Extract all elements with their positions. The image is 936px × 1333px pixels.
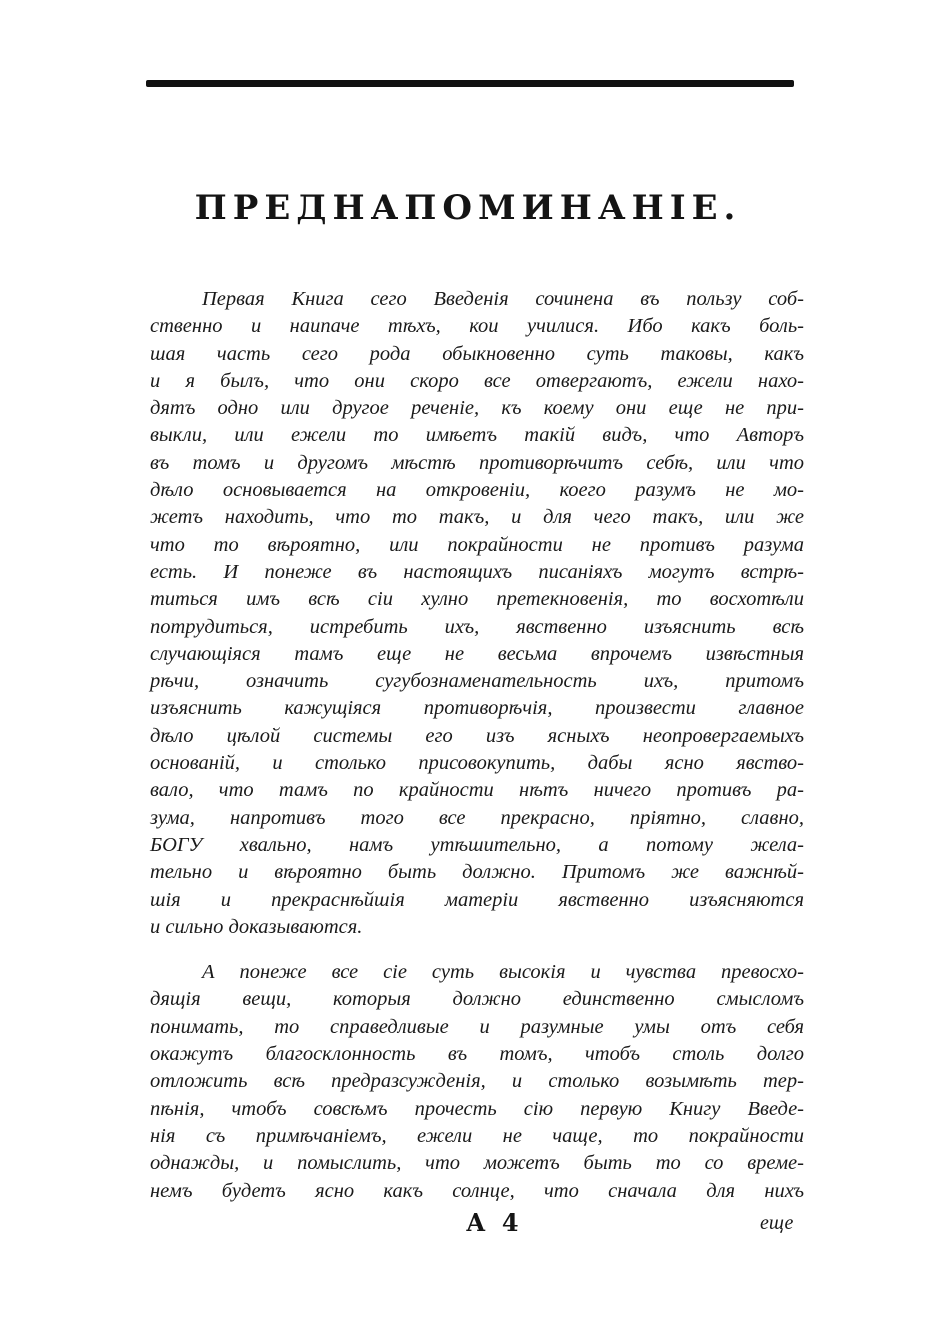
text-line: пѣнія, чтобъ совсѣмъ прочесть сію первую Книгу Введе- [150,1097,804,1120]
text-line: и сильно доказываются. [150,915,363,938]
text-line: титься имъ всѣ сіи хулно претекновенія, то восхотѣли [150,588,804,611]
text-line: ственно и наипаче тѣхъ, кои училися. Ибо какъ боль- [150,315,804,338]
text-line: шая часть сего рода обыкновенно суть таковы, какъ [150,342,804,365]
text-line: вало, что тамъ по крайности нѣтъ ничего противъ ра- [150,779,804,802]
page-footer [0,1208,936,1248]
text-line: дѣло цѣлой системы его изъ ясныхъ неопровергаемыхъ [150,724,804,747]
text-line: дѣло основывается на откровеніи, коего разумъ не мо- [150,479,804,502]
page-title: ПРЕДНАПОМИНАНІЕ. [194,188,742,228]
text-line: изъяснить кажущіяся противорѣчія, произвести главное [150,697,804,720]
text-line: выкли, или ежели то имѣетъ такій видъ, что Авторъ [150,424,804,447]
text-line: тельно и вѣроятно быть должно. Притомъ же важнѣй- [150,861,804,884]
text-line: потрудиться, истребить ихъ, явственно изъяснить всѣ [150,615,804,638]
paragraph-2 [150,959,804,1205]
text-line: немъ будетъ ясно какъ солнце, что сначала для нихъ [150,1179,804,1202]
text-line: и я былъ, что они скоро все отвергаютъ, ежели нахо- [150,369,804,392]
paragraph-gap [150,941,804,959]
text-line: окажутъ благосклонность въ томъ, чтобъ столь долго [150,1043,804,1066]
text-line: понимать, то справедливые и разумные умы отъ себя [150,1015,804,1038]
catchword: еще [760,1212,794,1234]
paragraph-1 [150,286,804,941]
text-line: нія съ примѣчаніемъ, ежели не чаще, то покрайности [150,1124,804,1147]
text-line: случающіяся тамъ еще не весьма впрочемъ извѣстныя [150,642,804,665]
text-line: рѣчи, означить сугубознаменательность ихъ, притомъ [150,670,804,693]
text-line: основаній, и столько присовокупить, дабы ясно явство- [150,752,804,775]
text-line: въ томъ и другомъ мѣстѣ противорѣчитъ себѣ, или что [150,451,804,474]
text-line: однажды, и помыслить, что можетъ быть то со време- [150,1152,804,1175]
text-line: шія и прекраснѣйшія матеріи явственно изъясняются [150,888,804,911]
text-line: жетъ находить, что то такъ, и для чего такъ, или же [150,506,804,529]
text-line: дятъ одно или другое реченіе, къ коему они еще не при- [150,397,804,420]
header-rule [146,80,794,87]
signature-mark: А 4 [466,1208,523,1237]
text-line: А понеже все сіе суть высокія и чувства превосхо- [202,961,804,984]
body-text [150,286,804,1205]
text-line: БОГУ хвально, намъ утѣшительно, а потому жела- [150,833,804,856]
text-line: дящія вещи, которыя должно единственно смысломъ [150,988,804,1011]
text-line: что то вѣроятно, или покрайности не противъ разума [150,533,804,556]
text-line: зума, напротивъ того все прекрасно, пріятно, славно, [150,806,804,829]
text-line: есть. И понеже въ настоящихъ писаніяхъ могутъ встрѣ- [150,560,804,583]
text-line: Первая Книга сего Введенія сочинена въ пользу соб- [202,288,804,310]
text-line: отложить всѣ предразсужденія, и столько возымѣть тер- [150,1070,804,1093]
